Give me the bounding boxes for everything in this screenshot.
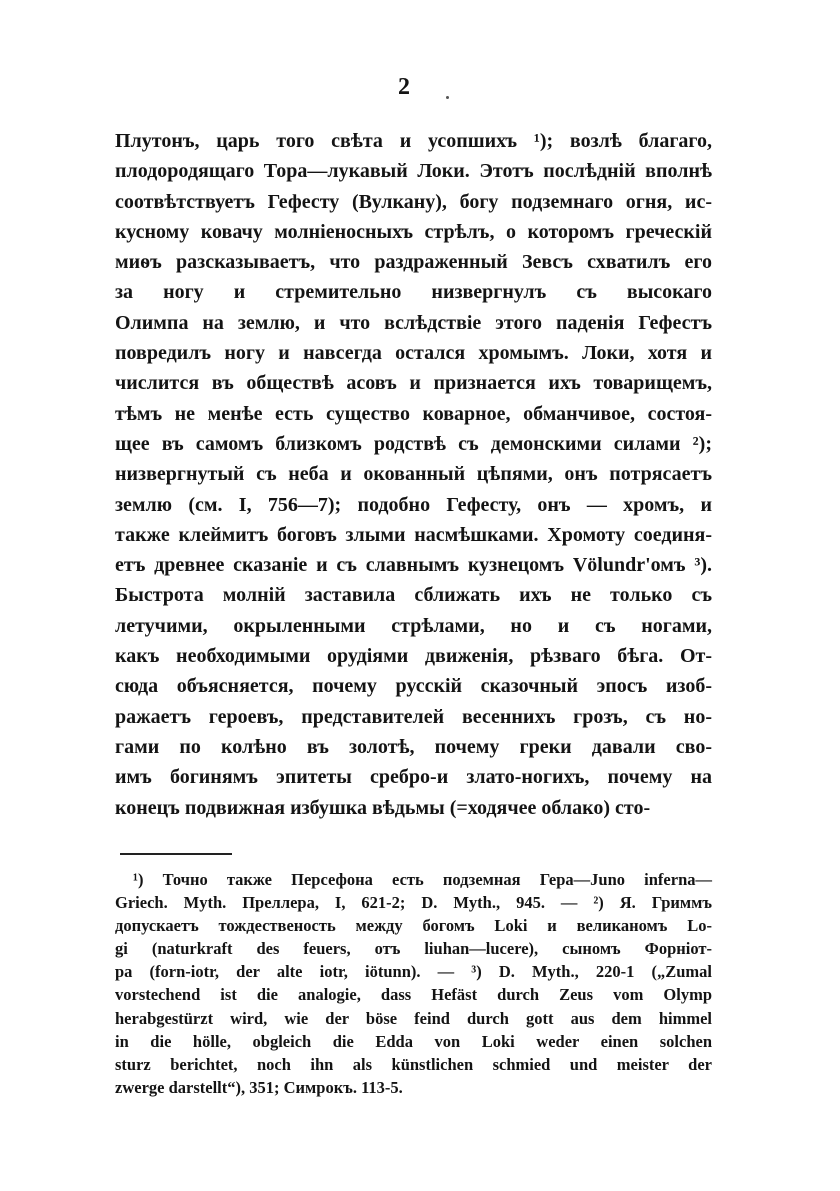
footnote-line: допускаетъ тождественость между богомъ Loki и великаномъ Lo-: [115, 916, 712, 936]
body-line: числится въ обществѣ асовъ и признается ихъ товарищемъ,: [115, 372, 712, 395]
body-line: соотвѣтствуетъ Гефесту (Вулкану), богу подземнаго огня, ис-: [115, 190, 712, 213]
scan-speck: [446, 96, 449, 99]
body-line: щее въ самомъ близкомъ родствѣ съ демонскими силами ²);: [115, 432, 712, 455]
body-line: сюда объясняется, почему русскiй сказочный эпосъ изоб-: [115, 675, 712, 698]
footnote-line: herabgestürzt wird, wie der böse feind durch gott aus dem himmel: [115, 1008, 712, 1028]
body-line: миѳъ разсказываетъ, что раздраженный Зевсъ схватилъ его: [115, 251, 712, 274]
body-line: гами по колѣно въ золотѣ, почему греки давали сво-: [115, 735, 712, 758]
footnote-line: ¹) Точно также Персефона есть подземная Гера—Juno inferna—: [133, 870, 712, 889]
footnote-line: vorstechend ist die analogie, dass Hefäst durch Zeus vom Olymp: [115, 985, 712, 1005]
body-line: имъ богинямъ эпитеты сребро-и злато-ногихъ, почему на: [115, 766, 712, 789]
body-line: плодородящаго Тора—лукавый Локи. Этотъ послѣднiй вполнѣ: [115, 160, 712, 183]
body-line: за ногу и стремительно низвергнулъ съ высокаго: [115, 281, 712, 304]
body-line: также клеймитъ боговъ злыми насмѣшками. Хромоту соединя-: [115, 523, 712, 546]
body-line: повредилъ ногу и навсегда остался хромымъ. Локи, хотя и: [115, 342, 712, 365]
footnotes: [115, 870, 712, 1101]
body-line: тѣмъ не менѣе есть существо коварное, обманчивое, состоя-: [115, 402, 712, 425]
body-line: етъ древнее сказанiе и съ славнымъ кузнецомъ Völundr'омъ ³).: [115, 554, 712, 577]
body-line: кусному ковачу молнiеносныхъ стрѣлъ, о которомъ греческiй: [115, 220, 712, 243]
footnote-separator: [120, 853, 232, 855]
footnote-line: zwerge darstellt“), 351; Симрокъ. 113-5.: [115, 1077, 403, 1097]
footnote-line: in die hölle, obgleich die Edda von Loki weder einen solchen: [115, 1031, 712, 1051]
footnote-line: sturz berichtet, noch ihn als künstlichen schmied und meister der: [115, 1054, 712, 1074]
footnote-line: gi (naturkraft des feuers, отъ liuhan—lucere), сыномъ Форнiот-: [115, 939, 712, 959]
body-text: [115, 130, 712, 827]
body-line: Быстрота молнiй заставила сближать ихъ не только съ: [115, 584, 712, 607]
footnote-line: pa (forn-iotr, der alte iotr, iötunn). — ³) D. Myth., 220-1 („Zumal: [115, 962, 712, 982]
body-line: какъ необходимыми орудiями движенiя, рѣзваго бѣга. От-: [115, 645, 712, 668]
body-line: ражаетъ героевъ, представителей весеннихъ грозъ, съ но-: [115, 705, 712, 728]
body-line: Плутонъ, царь того свѣта и усопшихъ ¹); возлѣ благаго,: [115, 130, 712, 152]
page-number: 2: [398, 74, 410, 100]
body-line: землю (см. I, 756—7); подобно Гефесту, онъ — хромъ, и: [115, 493, 712, 516]
body-line: летучими, окрыленными стрѣлами, но и съ ногами,: [115, 614, 712, 637]
body-line: конецъ подвижная избушка вѣдьмы (=ходячее облако) сто-: [115, 796, 651, 819]
body-line: Олимпа на землю, и что вслѣдствiе этого паденiя Гефестъ: [115, 311, 712, 334]
footnote-line: Griech. Myth. Преллера, I, 621-2; D. Myth., 945. — ²) Я. Гриммъ: [115, 893, 712, 913]
body-line: низвергнутый съ неба и окованный цѣпями, онъ потрясаетъ: [115, 463, 712, 486]
